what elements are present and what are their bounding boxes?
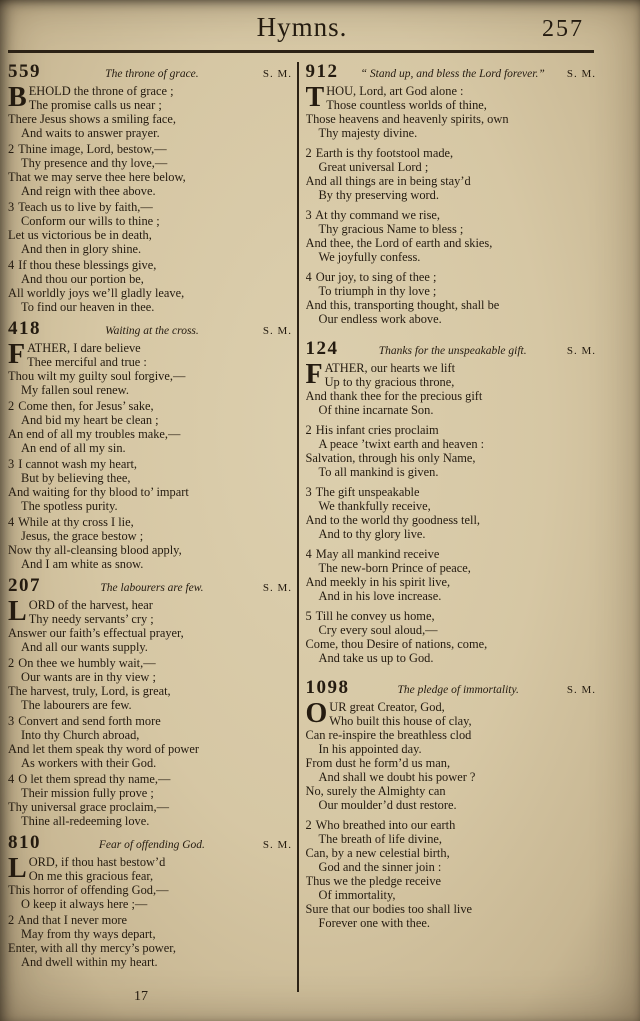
stanza [8,913,292,969]
verse-line: Of immortality, [318,887,396,902]
stanza [8,772,292,828]
verse-line: The spotless purity. [21,498,118,513]
stanza-number: 2 [305,422,312,437]
stanza [8,258,292,314]
verse-line: 5 Till he convey us home, [305,608,435,623]
hymn-title: The labourers are few. [100,581,204,594]
hymn-title: Thanks for the unspeakable gift. [378,344,527,357]
verse-line: Thy presence and thy love,— [21,155,168,170]
stanza-number: 2 [8,141,15,156]
verse-line: LORD, if thou hast bestow’d [8,852,166,884]
verse-line: An end of all my sin. [21,440,126,455]
verse-line: An end of all my troubles make,— [8,426,181,441]
drop-cap: L [8,852,27,884]
verse-line: LORD of the harvest, hear [8,595,153,627]
stanza-number: 2 [8,398,15,413]
hymn-number: 810 [8,831,41,853]
verse-line: 4 If thou these blessings give, [8,257,157,272]
verse-line: And all our wants supply. [21,639,148,654]
stanza [306,270,597,326]
stanza [305,697,597,812]
verse-line: Forever one with thee. [318,915,430,930]
stanza [8,656,292,712]
stanza [8,457,292,513]
verse-line: And thank thee for the precious gift [305,388,483,403]
stanza [305,81,597,140]
hymn-418 [8,319,292,571]
verse-line: Thy universal grace proclaim,— [8,799,170,814]
hymn-number: 418 [8,317,41,339]
verse-line: Great universal Lord ; [318,159,429,174]
stanza [8,200,292,256]
verse-line: 2 Thine image, Lord, bestow,— [8,141,167,156]
verse-line: And all things are in being stay’d [305,173,471,188]
hymn-heading [306,62,597,82]
verse-line: 3 I cannot wash my heart, [8,456,138,471]
verse-line: And let them speak thy word of power [8,741,199,756]
verse-line: The harvest, truly, Lord, is great, [8,683,171,698]
verse-line: 2 And that I never more [8,912,128,927]
verse-line: 2 Earth is thy footstool made, [305,145,454,160]
verse-line: And then in glory shine. [21,241,142,256]
stanza-number: 3 [305,207,312,222]
hymn-number: 207 [8,574,41,596]
hymn-heading [8,62,292,82]
hymn-meter: S. M. [566,67,596,80]
stanza-number: 4 [8,771,15,786]
stanza-number: 3 [8,199,15,214]
stanza [8,852,292,911]
verse-line: Their mission fully prove ; [21,785,154,800]
verse-line: 3 The gift unspeakable [305,484,420,499]
stanza [306,146,597,202]
stanza [305,358,597,417]
hymn-number: 912 [305,60,339,82]
drop-cap: B [8,81,27,113]
verse-line: My fallen soul renew. [21,382,129,397]
verse-line: And to the world thy goodness tell, [305,512,480,527]
verse-line: By thy preserving word. [318,187,439,202]
verse-line: And meekly in his spirit live, [305,574,451,589]
verse-line: Thy gracious Name to bless ; [318,221,464,236]
hymn-number: 124 [305,337,339,359]
verse-line: Up to thy gracious throne, [324,374,455,389]
verse-line: Jesus, the grace bestow ; [21,528,144,543]
hymn-title: Waiting at the cross. [105,324,199,337]
verse-line: FATHER, I dare believe [8,338,141,370]
stanza [8,399,292,455]
hymn-207 [8,576,292,828]
stanza-number: 4 [305,546,312,561]
verse-line: The promise calls us near ; [28,97,162,112]
verse-line: Who built this house of clay, [329,713,472,728]
page-header [0,0,640,43]
stanza-number: 3 [8,713,15,728]
hymn-heading [306,339,597,359]
verse-line: And to thy glory live. [318,526,426,541]
stanza [306,609,597,665]
verse-line: 4 Our joy, to sing of thee ; [305,269,437,284]
stanza [8,595,292,654]
stanza-number: 5 [305,608,312,623]
verse-line: That we may serve thee here below, [8,169,186,184]
verse-line: Can, by a new celestial birth, [305,845,450,860]
verse-line: THOU, Lord, art God alone : [305,81,464,113]
hymn-heading [306,678,597,698]
verse-line: 2 On thee we humbly wait,— [8,655,156,670]
verse-line: The new-born Prince of peace, [318,560,471,575]
stanza [8,142,292,198]
verse-line: Our wants are in thy view ; [21,669,156,684]
verse-line: 3 Convert and send forth more [8,713,161,728]
verse-line: Thine all-redeeming love. [21,813,150,828]
hymn-number: 1098 [305,676,350,698]
verse-line: Our endless work above. [318,311,442,326]
verse-line: There Jesus shows a smiling face, [8,111,176,126]
verse-line: And this, transporting thought, shall be [305,297,500,312]
verse-line: All worldly joys we’ll gladly leave, [8,285,185,300]
hymn-title: The throne of grace. [105,67,199,80]
verse-line: Sure that our bodies too shall live [305,901,473,916]
stanza [306,485,597,541]
verse-line: 2 Who breathed into our earth [305,817,456,832]
hymn-912 [306,62,597,326]
page-title: Hymns. [256,12,348,42]
stanza [306,423,597,479]
verse-line: We joyfully confess. [318,249,421,264]
verse-line: Come, thou Desire of nations, come, [305,636,488,651]
stanza [8,714,292,770]
verse-line: But by believing thee, [21,470,131,485]
verse-line: Let us victorious be in death, [8,227,152,242]
verse-line: No, surely the Almighty can [305,783,446,798]
verse-line: From dust he form’d us man, [305,755,451,770]
verse-line: Cry every soul aloud,— [318,622,438,637]
left-column [8,60,292,992]
hymn-number: 559 [8,60,41,82]
verse-line: 4 While at thy cross I lie, [8,514,134,529]
stanza-number: 3 [8,456,15,471]
page-number-bottom: 17 [134,989,148,1004]
verse-line: The labourers are few. [21,697,132,712]
hymn-meter: S. M. [262,67,292,80]
hymn-559 [8,62,292,314]
verse-line: 4 O let them spread thy name,— [8,771,171,786]
stanza [8,338,292,397]
stanza-number: 2 [8,912,15,927]
verse-line: And take us up to God. [318,650,434,665]
verse-line: 4 May all mankind receive [305,546,440,561]
verse-line: Thus we the pledge receive [305,873,442,888]
verse-line: God and the sinner join : [318,859,442,874]
verse-line: And thou our portion be, [21,271,144,286]
drop-cap: F [8,338,26,370]
verse-line: 2 Come then, for Jesus’ sake, [8,398,154,413]
verse-line: And waiting for thy blood to’ impart [8,484,189,499]
verse-line: And I am white as snow. [21,556,144,571]
hymn-title: “ Stand up, and bless the Lord forever.” [360,67,545,80]
verse-line: 3 Teach us to live by faith,— [8,199,153,214]
verse-line: Those countless worlds of thine, [326,97,487,112]
stanza [306,818,597,930]
verse-line: And thee, the Lord of earth and skies, [305,235,493,250]
stanza [8,81,292,140]
verse-line: FATHER, our hearts we lift [305,358,456,390]
verse-line: A peace ’twixt earth and heaven : [318,436,485,451]
verse-line: Thee merciful and true : [27,354,147,369]
verse-line: Thy majesty divine. [318,125,418,140]
verse-line: To find our heaven in thee. [21,299,155,314]
hymn-meter: S. M. [262,838,292,851]
verse-line: And dwell within my heart. [21,954,158,969]
right-column [306,60,597,992]
hymn-heading [8,319,292,339]
stanza [8,515,292,571]
hymn-1098 [306,678,597,930]
stanza-number: 4 [8,257,15,272]
drop-cap: F [305,358,323,390]
hymn-124 [306,339,597,665]
verse-line: Salvation, through his only Name, [305,450,476,465]
verse-line: As workers with their God. [21,755,157,770]
verse-line: To triumph in thy love ; [318,283,437,298]
verse-line: Thy needy servants’ cry ; [28,611,154,626]
verse-line: And reign with thee above. [21,183,156,198]
verse-line: O keep it always here ;— [21,896,148,911]
verse-line: Thou wilt my guilty soul forgive,— [8,368,186,383]
stanza [306,208,597,264]
stanza-number: 3 [305,484,312,499]
page-number-top: 257 [542,16,584,42]
verse-line: Enter, with all thy mercy’s power, [8,940,176,955]
verse-line: Into thy Church abroad, [21,727,140,742]
hymn-meter: S. M. [566,344,596,357]
verse-line: Those heavens and heavenly spirits, own [305,111,509,126]
verse-line: May from thy ways depart, [21,926,156,941]
drop-cap: T [305,81,325,113]
verse-line: To all mankind is given. [318,464,439,479]
hymn-meter: S. M. [262,581,292,594]
verse-line: Now thy all-cleansing blood apply, [8,542,182,557]
verse-line: This horror of offending God,— [8,882,169,897]
verse-line: Can re-inspire the breathless clod [305,727,472,742]
stanza-number: 2 [305,145,312,160]
hymn-810 [8,833,292,969]
verse-line: Our moulder’d dust restore. [318,797,457,812]
column-divider [297,62,299,992]
verse-line: We thankfully receive, [318,498,431,513]
hymn-title: Fear of offending God. [98,838,205,851]
hymn-title: The pledge of immortality. [397,683,519,696]
drop-cap: O [305,697,328,729]
hymn-meter: S. M. [566,683,596,696]
hymn-meter: S. M. [262,324,292,337]
verse-line: Of thine incarnate Son. [318,402,434,417]
verse-line: In his appointed day. [318,741,422,756]
text-columns [0,53,640,992]
verse-line: OUR great Creator, God, [305,697,445,729]
stanza [306,547,597,603]
drop-cap: L [8,595,27,627]
hymn-heading [8,576,292,596]
verse-line: Conform our wills to thine ; [21,213,160,228]
verse-line: And shall we doubt his power ? [318,769,476,784]
verse-line: Answer our faith’s effectual prayer, [8,625,184,640]
verse-line: 3 At thy command we rise, [305,207,441,222]
verse-line: And bid my heart be clean ; [21,412,159,427]
verse-line: 2 His infant cries proclaim [305,422,439,437]
verse-line: The breath of life divine, [318,831,443,846]
stanza-number: 2 [8,655,15,670]
stanza-number: 4 [8,514,15,529]
verse-line: And in his love increase. [318,588,442,603]
verse-line: And waits to answer prayer. [21,125,160,140]
stanza-number: 4 [305,269,312,284]
verse-line: On me this gracious fear, [28,868,154,883]
stanza-number: 2 [305,817,312,832]
verse-line: BEHOLD the throne of grace ; [8,81,174,113]
hymn-heading [8,833,292,853]
